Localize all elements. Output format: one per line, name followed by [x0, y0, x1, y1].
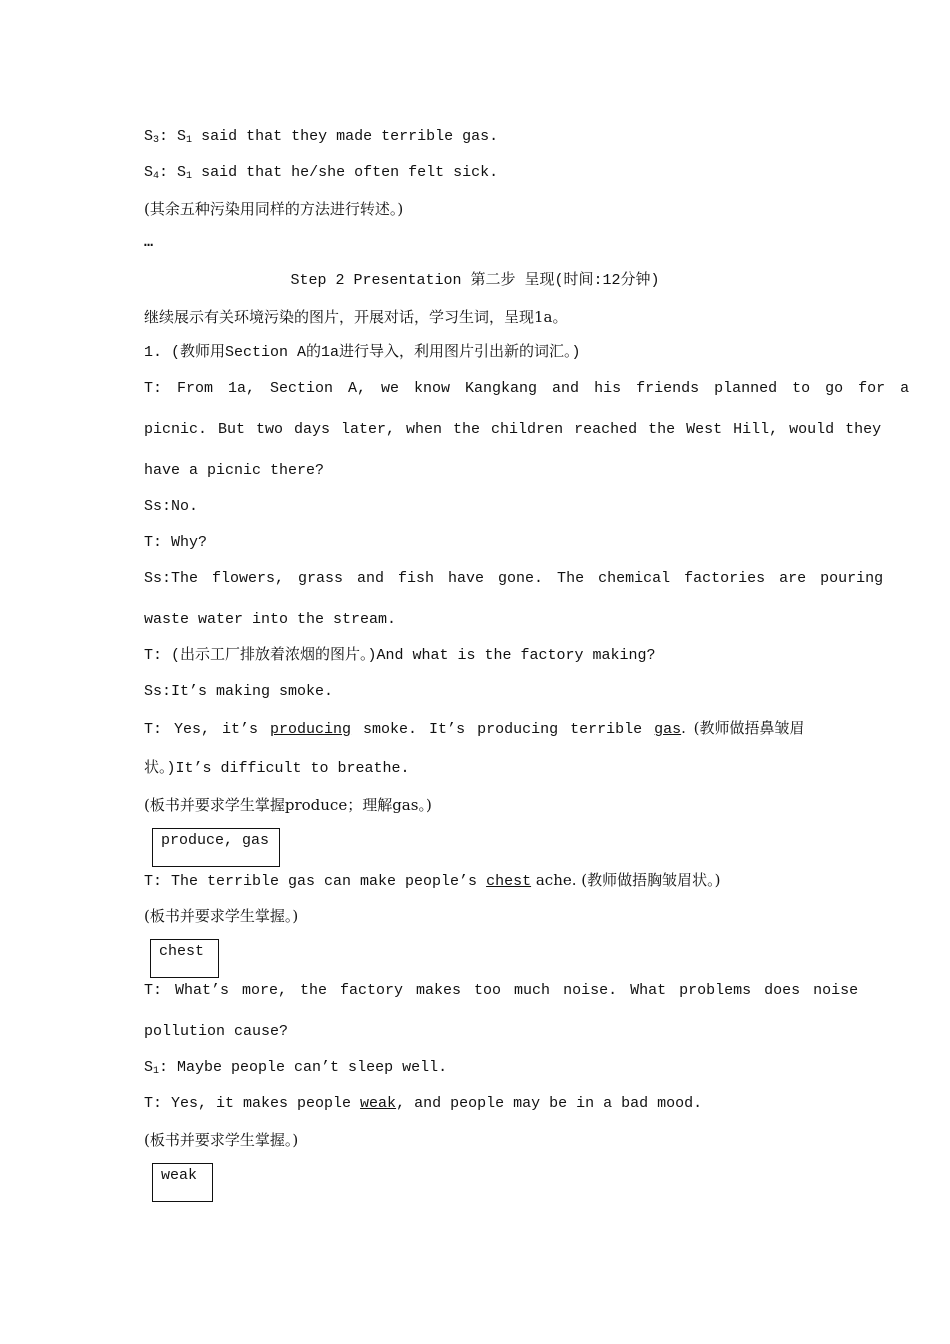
- teacher-line-6b: pollution cause?: [144, 1023, 289, 1040]
- note-board-chest: (板书并要求学生掌握。): [144, 907, 299, 925]
- speaker: S: [144, 164, 154, 181]
- line-text: said that he/she often felt sick.: [192, 164, 499, 181]
- students-line-1: Ss:No.: [144, 498, 199, 515]
- vocab-chest: chest: [486, 873, 532, 890]
- ellipsis: …: [144, 234, 154, 251]
- teacher-line-4a: [144, 718, 805, 740]
- speaker: S: [144, 128, 154, 145]
- board-box-weak: weak: [152, 1163, 213, 1202]
- student-1-line: [144, 1058, 447, 1082]
- line-text: ache. (教师做捂胸皱眉状。): [531, 871, 721, 889]
- teacher-line-1b: picnic. But two days later, when the children reached the West Hill, would they: [144, 421, 882, 438]
- students-line-3: Ss:It’s making smoke.: [144, 683, 334, 700]
- teacher-line-5: [144, 870, 720, 892]
- teacher-line-1a: T: From 1a, Section A, we know Kangkang and his friends planned to go for a: [144, 380, 910, 397]
- board-box-chest: chest: [150, 939, 219, 978]
- speaker-sub: 1: [186, 135, 193, 146]
- line-text: T: Yes, it’s: [144, 721, 271, 738]
- vocab-producing: producing: [270, 721, 352, 738]
- colon-speaker: : S: [159, 128, 187, 145]
- note-other-pollution: (其余五种污染用同样的方法进行转述。): [144, 200, 404, 218]
- line-text: said that they made terrible gas.: [192, 128, 499, 145]
- intro-text: 继续展示有关环境污染的图片，开展对话，学习生词，呈现1a。: [144, 308, 568, 326]
- line-text: : Maybe people can’t sleep well.: [159, 1059, 448, 1076]
- speaker-sub: 1: [186, 171, 193, 182]
- line-s3: [144, 127, 498, 151]
- vocab-weak: weak: [360, 1095, 397, 1112]
- teacher-line-6a: T: What’s more, the factory makes too much noise. What problems does noise: [144, 982, 859, 999]
- students-line-2a: Ss:The flowers, grass and fish have gone. The chemical factories are pouring: [144, 570, 884, 587]
- speaker: S: [144, 1059, 154, 1076]
- step-heading: Step 2 Presentation 第二步 呈现(时间:12分钟): [290, 272, 660, 289]
- line-text: T: Yes, it makes people: [144, 1095, 361, 1112]
- teacher-line-1c: have a picnic there?: [144, 462, 325, 479]
- speaker-sub: 4: [153, 171, 160, 182]
- vocab-gas: gas: [654, 721, 682, 738]
- teacher-line-7: [144, 1094, 702, 1114]
- teacher-line-2: T: Why?: [144, 534, 208, 551]
- teacher-line-4b: 状。)It’s difficult to breathe.: [144, 760, 410, 777]
- item-1: 1. (教师用Section A的1a进行导入，利用图片引出新的词汇。): [144, 344, 581, 361]
- line-text: T: The terrible gas can make people’s: [144, 873, 487, 890]
- note-board-weak: (板书并要求学生掌握。): [144, 1131, 299, 1149]
- colon-speaker: : S: [159, 164, 187, 181]
- line-text: smoke. It’s producing terrible: [351, 721, 655, 738]
- note-board-produce: (板书并要求学生掌握produce；理解gas。): [144, 796, 432, 814]
- students-line-2b: waste water into the stream.: [144, 611, 397, 628]
- teacher-line-3: T: (出示工厂排放着浓烟的图片。)And what is the factory making?: [144, 647, 656, 664]
- line-text: , and people may be in a bad mood.: [396, 1095, 703, 1112]
- speaker-sub: 3: [153, 135, 160, 146]
- speaker-sub: 1: [153, 1066, 160, 1077]
- line-text: . (教师做捂鼻皱眉: [681, 719, 805, 737]
- line-s4: [144, 163, 498, 187]
- board-box-produce-gas: produce, gas: [152, 828, 280, 867]
